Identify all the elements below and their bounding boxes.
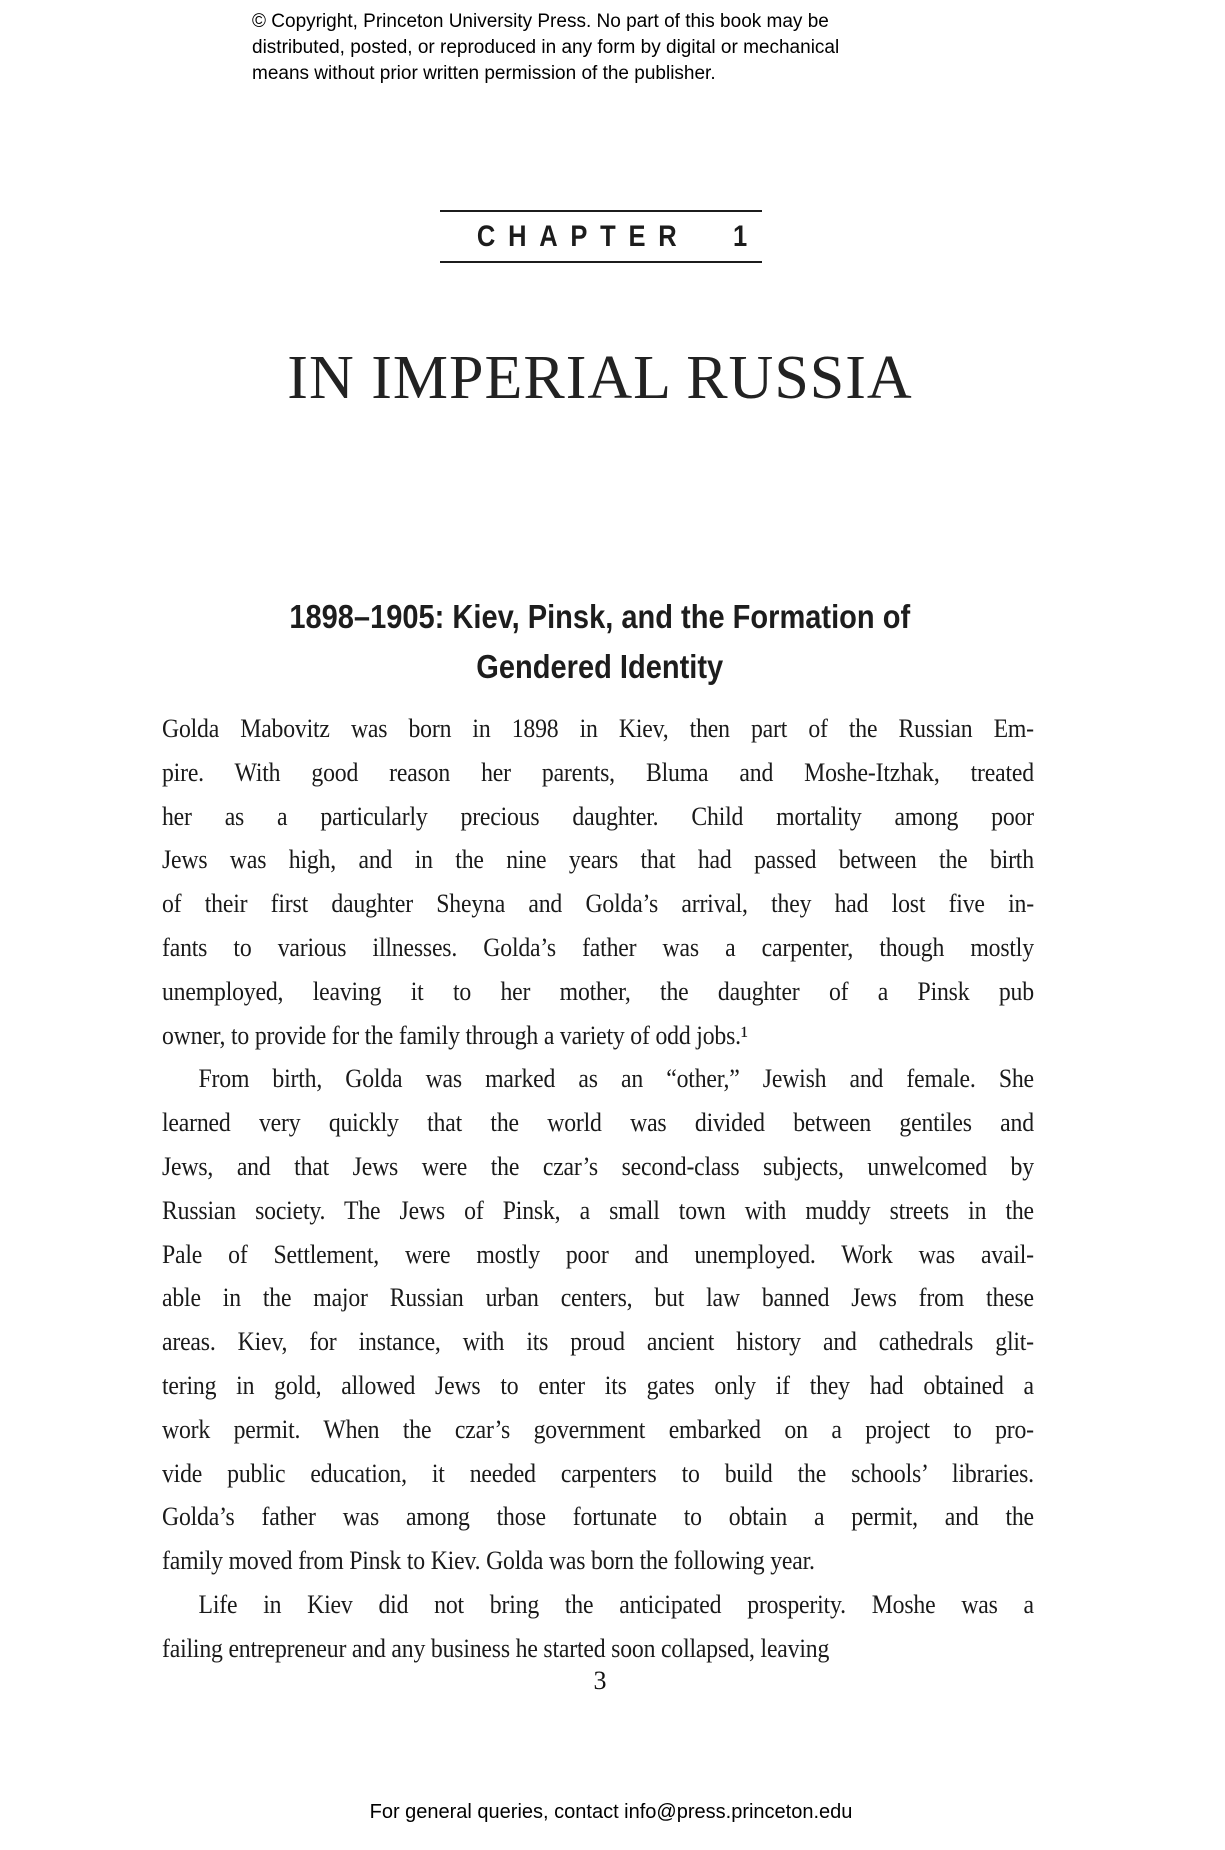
body-line: vide public education, it needed carpenters to build the schools’ libraries.	[162, 1458, 1034, 1488]
body-line: areas. Kiev, for instance, with its proud ancient history and cathedrals glit-	[162, 1327, 1034, 1357]
section-heading	[290, 592, 911, 692]
section-heading-line-1: 1898–1905: Kiev, Pinsk, and the Formation of	[289, 598, 911, 635]
copyright-line-1: © Copyright, Princeton University Press. No part of this book may be	[252, 11, 829, 32]
body-line: From birth, Golda was marked as an “other,” Jewish and female. She	[198, 1064, 1034, 1094]
body-line: her as a particularly precious daughter. Child mortality among poor	[162, 801, 1034, 831]
copyright-notice	[252, 9, 839, 87]
body-line: failing entrepreneur and any business he started soon collapsed, leaving	[162, 1633, 830, 1663]
body-line: fants to various illnesses. Golda’s father was a carpenter, though mostly	[162, 932, 1034, 962]
body-line: unemployed, leaving it to her mother, the daughter of a Pinsk pub	[162, 976, 1034, 1006]
page-number: 3	[593, 1666, 607, 1695]
body-line: learned very quickly that the world was divided between gentiles and	[162, 1108, 1034, 1138]
chapter-heading: CHAPTER 1	[476, 220, 760, 253]
body-line: Golda’s father was among those fortunate to obtain a permit, and the	[162, 1502, 1034, 1532]
body-line: Golda Mabovitz was born in 1898 in Kiev, then part of the Russian Em-	[162, 714, 1034, 743]
chapter-block	[440, 210, 762, 263]
copyright-line-3: means without prior written permission of the publisher.	[252, 63, 716, 84]
body-line: able in the major Russian urban centers, but law banned Jews from these	[162, 1283, 1034, 1313]
body-line: Jews was high, and in the nine years that had passed between the birth	[162, 845, 1034, 875]
section-heading-line-2: Gendered Identity	[476, 648, 724, 685]
footer-contact: For general queries, contact info@press.princeton.edu	[369, 1801, 853, 1823]
copyright-line-2: distributed, posted, or reproduced in any form by digital or mechanical	[252, 37, 840, 58]
chapter-rule-bottom	[440, 261, 762, 263]
body-text	[162, 707, 1034, 1671]
body-line: work permit. When the czar’s government embarked on a project to pro-	[162, 1414, 1034, 1444]
section-heading-band	[0, 592, 1200, 692]
body-line: family moved from Pinsk to Kiev. Golda was born the following year.	[162, 1546, 815, 1576]
body-line: tering in gold, allowed Jews to enter its gates only if they had obtained a	[162, 1370, 1034, 1400]
chapter-title-band	[0, 343, 1200, 414]
body-line: Jews, and that Jews were the czar’s second-class subjects, unwelcomed by	[162, 1151, 1034, 1181]
body-line: Pale of Settlement, were mostly poor and unemployed. Work was avail-	[162, 1239, 1034, 1269]
body-line: owner, to provide for the family through a variety of odd jobs.¹	[162, 1020, 748, 1050]
body-line: Russian society. The Jews of Pinsk, a small town with muddy streets in the	[162, 1195, 1034, 1225]
chapter-title: IN IMPERIAL RUSSIA	[287, 344, 913, 412]
body-line: of their first daughter Sheyna and Golda’s arrival, they had lost five in-	[162, 889, 1034, 919]
body-line: pire. With good reason her parents, Bluma and Moshe-Itzhak, treated	[162, 757, 1034, 787]
body-line: Life in Kiev did not bring the anticipated prosperity. Moshe was a	[198, 1589, 1034, 1619]
